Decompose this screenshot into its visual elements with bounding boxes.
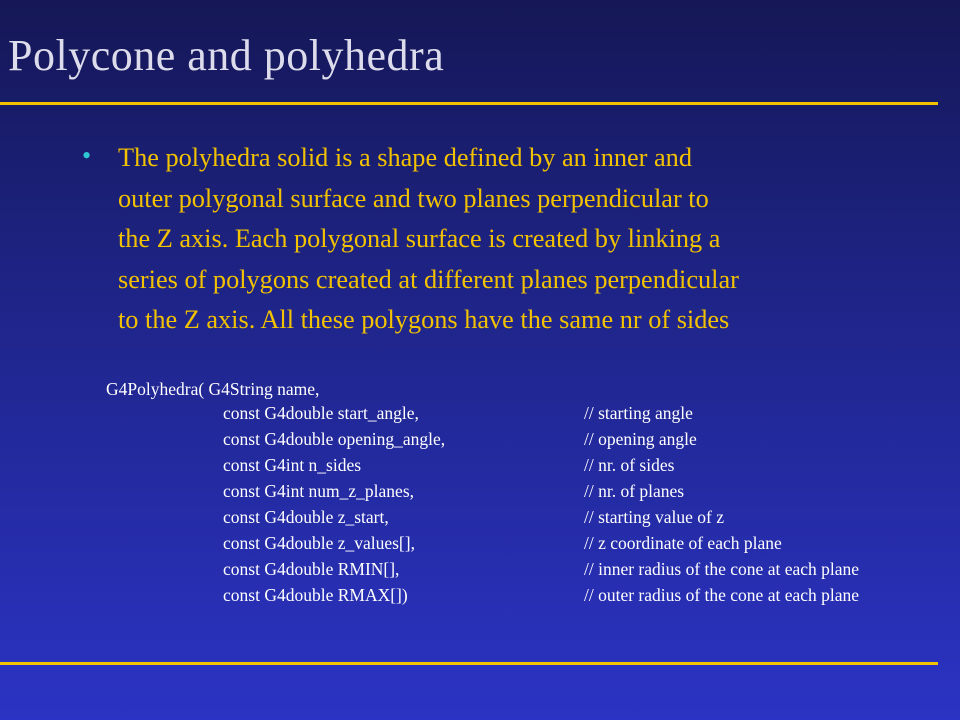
param-declaration: const G4double RMIN[],: [223, 559, 400, 579]
code-param-row: [0, 478, 960, 504]
param-declaration: const G4double opening_angle,: [223, 429, 446, 449]
title-divider: [0, 102, 938, 105]
param-comment: // opening angle: [584, 429, 697, 449]
param-comment: // starting value of z: [584, 507, 724, 527]
code-param-row: [0, 504, 960, 530]
param-comment: // outer radius of the cone at each plane: [584, 585, 860, 605]
bullet-text: The polyhedra solid is a shape defined by an inner and outer polygonal surface and two planes perpendicular to the Z axis. Each polygonal surface is created by linking a series of polygons created at different planes perpendicular to the Z axis. All these polygons have the same nr of sides: [118, 143, 739, 334]
param-comment: // inner radius of the cone at each plane: [584, 559, 860, 579]
footer-divider: [0, 662, 938, 665]
code-param-row: [0, 530, 960, 556]
param-comment: // starting angle: [584, 403, 693, 423]
code-param-row: [0, 400, 960, 426]
code-param-row: [0, 582, 960, 608]
code-param-row: [0, 556, 960, 582]
param-declaration: const G4int n_sides: [223, 455, 362, 475]
param-declaration: const G4double start_angle,: [223, 403, 419, 423]
param-declaration: const G4double z_start,: [223, 507, 389, 527]
code-signature: G4Polyhedra( G4String name,: [106, 379, 320, 399]
code-params: [0, 400, 960, 608]
param-declaration: const G4double z_values[],: [223, 533, 415, 553]
param-comment: // z coordinate of each plane: [584, 533, 782, 553]
code-param-row: [0, 452, 960, 478]
param-declaration: const G4int num_z_planes,: [223, 481, 415, 501]
slide-title: Polycone and polyhedra: [8, 31, 445, 80]
bullet-marker: •: [82, 141, 92, 170]
param-declaration: const G4double RMAX[]): [223, 585, 408, 605]
param-comment: // nr. of sides: [584, 455, 675, 475]
param-comment: // nr. of planes: [584, 481, 685, 501]
code-param-row: [0, 426, 960, 452]
